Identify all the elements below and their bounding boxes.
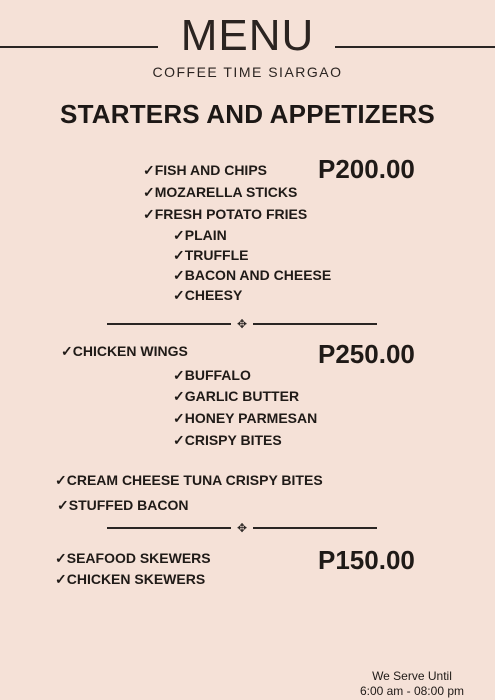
price-wings-group: P250.00 xyxy=(318,339,415,369)
opening-hours xyxy=(360,669,464,699)
menu-item-stuffed-bacon: ✓STUFFED BACON xyxy=(57,497,189,513)
menu-item-chicken-wings: ✓CHICKEN WINGS xyxy=(61,343,188,359)
variant-plain: ✓PLAIN xyxy=(173,227,227,243)
menu-item-chicken-skewers: ✓CHICKEN SKEWERS xyxy=(55,571,206,587)
menu-item-seafood-skewers: ✓SEAFOOD SKEWERS xyxy=(55,550,211,566)
variant-crispy-bites: ✓CRISPY BITES xyxy=(173,432,282,448)
flourish-cross-icon: ✥ xyxy=(236,521,248,535)
divider-bar-right xyxy=(253,527,377,529)
variant-bacon-and-cheese: ✓BACON AND CHEESE xyxy=(173,267,332,283)
price-skewers-group: P150.00 xyxy=(318,545,415,575)
variant-buffalo: ✓BUFFALO xyxy=(173,367,251,383)
menu-item-fresh-potato-fries: ✓FRESH POTATO FRIES xyxy=(143,206,308,222)
section-divider xyxy=(107,522,377,534)
divider-bar-left xyxy=(107,527,231,529)
divider-bar-left xyxy=(107,323,231,325)
variant-honey-parmesan: ✓HONEY PARMESAN xyxy=(173,410,318,426)
hours-value: 6:00 am - 08:00 pm xyxy=(359,684,464,698)
price-fries-group: P200.00 xyxy=(318,154,415,184)
section-divider xyxy=(107,318,377,330)
hours-label: We Serve Until xyxy=(372,669,452,683)
variant-garlic-butter: ✓GARLIC BUTTER xyxy=(173,388,300,404)
variant-truffle: ✓TRUFFLE xyxy=(173,247,249,263)
section-title: STARTERS AND APPETIZERS xyxy=(60,99,435,129)
restaurant-name: COFFEE TIME SIARGAO xyxy=(152,64,343,80)
flourish-cross-icon: ✥ xyxy=(236,317,248,331)
variant-cheesy: ✓CHEESY xyxy=(173,287,243,303)
menu-item-mozarella-sticks: ✓MOZARELLA STICKS xyxy=(143,184,298,200)
divider-bar-right xyxy=(253,323,377,325)
menu-item-cream-cheese-tuna-crispy-bites: ✓CREAM CHEESE TUNA CRISPY BITES xyxy=(55,472,323,488)
menu-item-fish-and-chips: ✓FISH AND CHIPS xyxy=(143,162,267,178)
menu-title: MENU xyxy=(180,11,315,60)
